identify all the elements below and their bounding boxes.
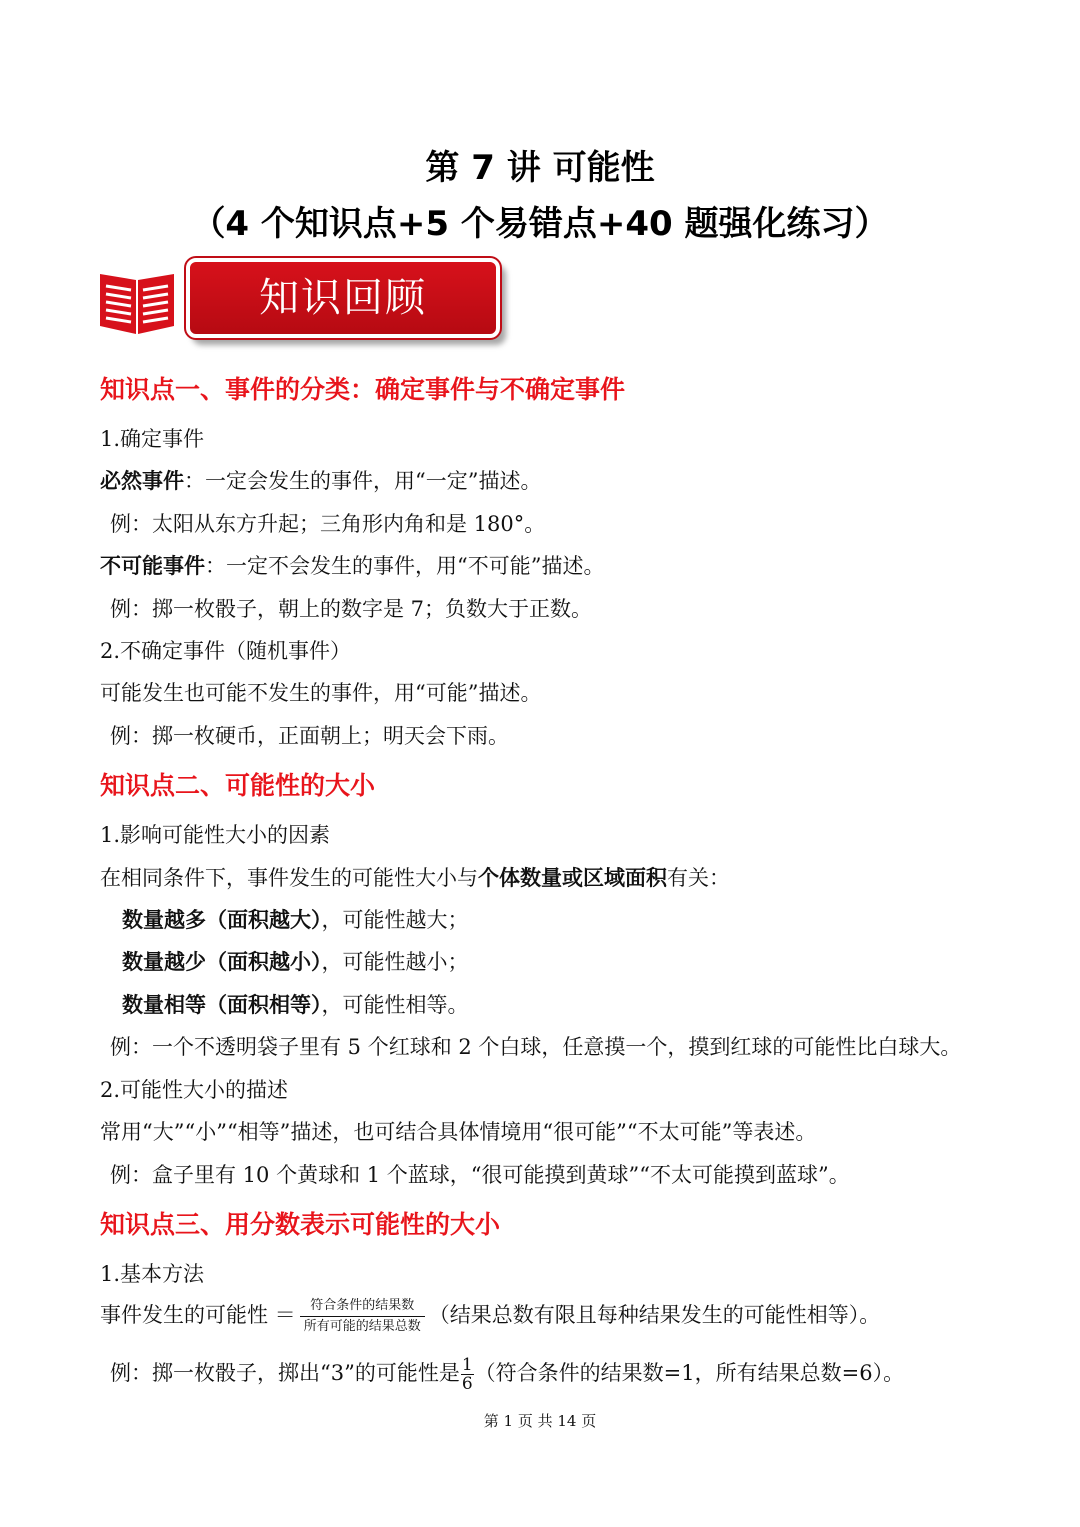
formula-denominator: 所有可能的结果总数 [303, 1319, 421, 1334]
k2-intro [100, 862, 730, 892]
k2-intro-b: 个体数量或区域面积 [478, 865, 667, 890]
example-fraction [461, 1356, 474, 1393]
formula-fraction [300, 1297, 425, 1336]
impossible-desc: ：一定不会发生的事件，用“不可能”描述。 [205, 554, 605, 578]
k1-impossible [100, 550, 604, 580]
certain-term: 必然事件 [100, 468, 184, 493]
example-denominator: 6 [461, 1374, 473, 1394]
impossible-term: 不可能事件 [100, 553, 205, 578]
formula-note: （结果总数有限且每种结果发生的可能性相等）。 [428, 1303, 881, 1327]
k2-heading: 知识点二、可能性的大小 [100, 771, 376, 800]
k1-heading: 知识点一、事件的分类：确定事件与不确定事件 [100, 375, 626, 404]
k3-example [110, 1356, 904, 1393]
formula-numerator: 符合条件的结果数 [300, 1297, 425, 1317]
k2-rule-3 [122, 989, 469, 1019]
k2-rule-2 [122, 946, 469, 976]
document-subtitle: （4 个知识点+5 个易错点+40 题强化练习） [191, 204, 889, 244]
k3-sub1: 1.基本方法 [100, 1262, 205, 1286]
k3-heading: 知识点三、用分数表示可能性的大小 [100, 1210, 501, 1239]
k2-example-1: 例：一个不透明袋子里有 5 个红球和 2 个白球，任意摸一个，摸到红球的可能性比白球大。 [110, 1035, 962, 1059]
k1-impossible-example: 例：掷一枚骰子，朝上的数字是 7；负数大于正数。 [110, 597, 593, 621]
k1-random-desc: 可能发生也可能不发生的事件，用“可能”描述。 [100, 681, 542, 705]
rule-3-text: ，可能性相等。 [321, 993, 469, 1017]
k1-certain-example: 例：太阳从东方升起；三角形内角和是 180°。 [110, 512, 546, 536]
k3-formula [100, 1297, 880, 1336]
k1-sub2: 2.不确定事件（随机事件） [100, 639, 352, 663]
rule-1-term: 数量越多（面积越大） [122, 907, 322, 932]
formula-lhs: 事件发生的可能性 ＝ [100, 1303, 296, 1327]
k1-sub1: 1.确定事件 [100, 427, 205, 451]
k2-sub1: 1.影响可能性大小的因素 [100, 823, 331, 847]
banner-label: 知识回顾 [186, 258, 500, 338]
document-title: 第 7 讲 可能性 [425, 148, 655, 188]
rule-2-text: ，可能性越小； [321, 950, 469, 974]
k3-example-b: （符合条件的结果数=1，所有结果总数=6）。 [474, 1361, 905, 1385]
k1-random-example: 例：掷一枚硬币，正面朝上；明天会下雨。 [110, 724, 509, 748]
certain-desc: ：一定会发生的事件，用“一定”描述。 [184, 469, 542, 493]
k3-example-a: 例：掷一枚骰子，掷出“3”的可能性是 [110, 1361, 460, 1385]
k2-intro-a: 在相同条件下，事件发生的可能性大小与 [100, 866, 478, 890]
k2-sub2: 2.可能性大小的描述 [100, 1078, 289, 1102]
page-footer: 第 1 页 共 14 页 [483, 1412, 597, 1430]
k2-example-2: 例：盒子里有 10 个黄球和 1 个蓝球，“很可能摸到黄球”“不太可能摸到蓝球”。 [110, 1163, 850, 1187]
rule-2-term: 数量越少（面积越小） [122, 949, 322, 974]
k1-certain [100, 465, 541, 495]
rule-1-text: ，可能性越大； [321, 908, 469, 932]
k2-desc: 常用“大”“小”“相等”描述，也可结合具体情境用“很可能”“不太可能”等表述。 [100, 1120, 817, 1144]
section-banner [98, 256, 518, 346]
rule-3-term: 数量相等（面积相等） [122, 992, 322, 1017]
k2-rule-1 [122, 904, 469, 934]
book-icon [98, 266, 176, 336]
example-numerator: 1 [461, 1355, 473, 1375]
k2-intro-c: 有关： [667, 866, 730, 890]
